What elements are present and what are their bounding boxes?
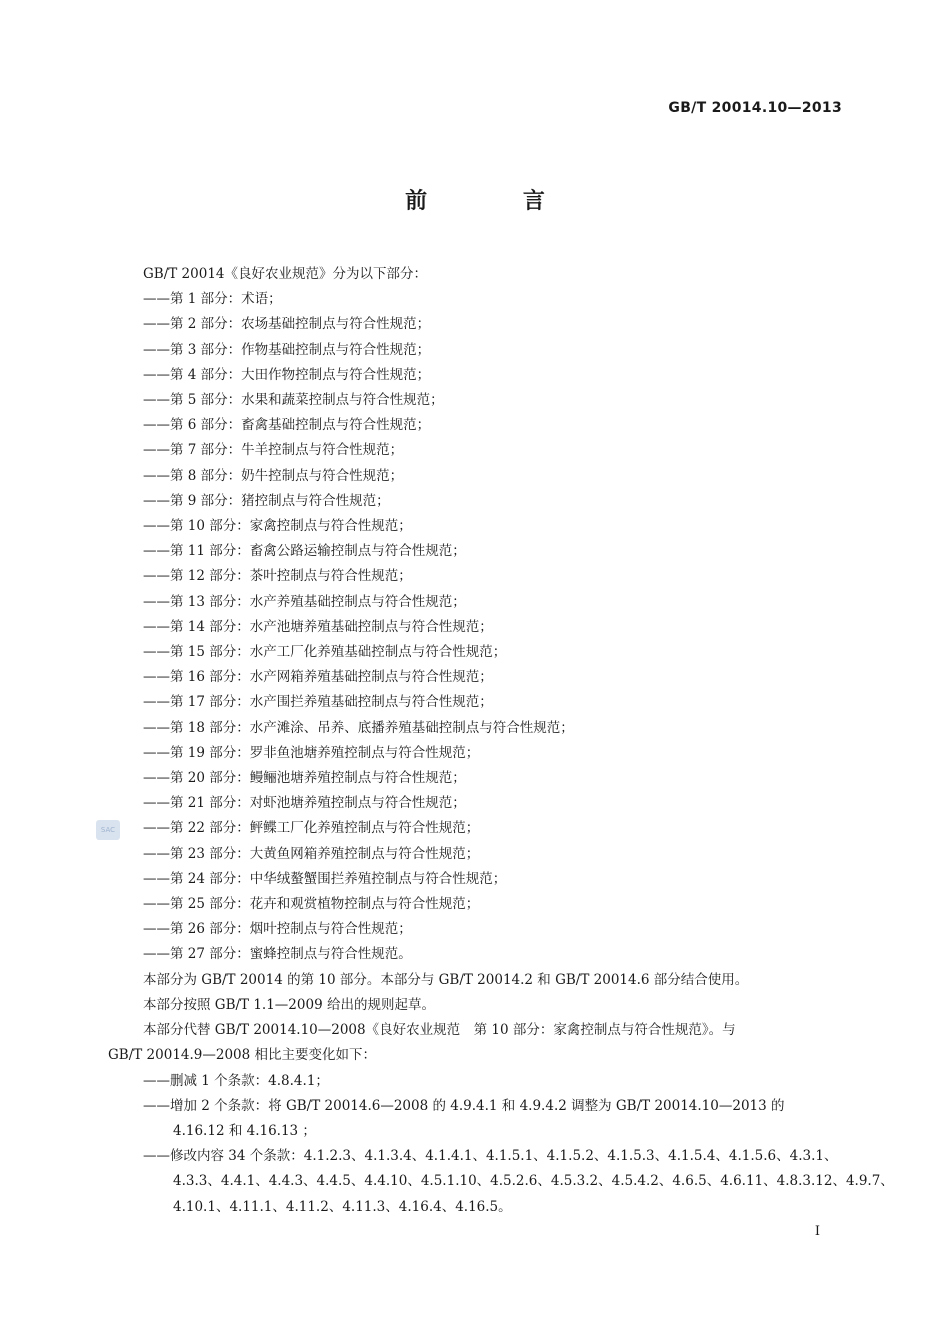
part-list-item: ——第 22 部分：鲆鲽工厂化养殖控制点与符合性规范； [143, 820, 480, 837]
change-item-modified-line2: 4.3.3、4.4.1、4.4.3、4.4.5、4.4.10、4.5.1.10、4.5.2.6、4.5.3.2、4.5.4.2、4.6.5、4.6.11、4.8.3.12、4.9.7、 [173, 1173, 894, 1190]
part-list-item: ——第 15 部分：水产工厂化养殖基础控制点与符合性规范； [143, 644, 507, 661]
part-list-item: ——第 17 部分：水产围拦养殖基础控制点与符合性规范； [143, 694, 493, 711]
page-title: 前 言 [405, 189, 589, 214]
part-list-item: ——第 27 部分：蜜蜂控制点与符合性规范。 [143, 946, 412, 963]
change-item-deleted: ——删减 1 个条款：4.8.4.1； [143, 1072, 329, 1089]
parts-list [108, 287, 848, 967]
change-item-added-line1: ——增加 2 个条款：将 GB/T 20014.6—2008 的 4.9.4.1 和 4.9.4.2 调整为 GB/T 20014.10—2013 的 [143, 1097, 785, 1114]
part-list-item: ——第 11 部分：畜禽公路运输控制点与符合性规范； [143, 543, 466, 560]
part-list-item: ——第 26 部分：烟叶控制点与符合性规范； [143, 921, 412, 938]
part-list-item: ——第 5 部分：水果和蔬菜控制点与符合性规范； [143, 392, 444, 409]
part-list-item: ——第 4 部分：大田作物控制点与符合性规范； [143, 366, 431, 383]
replacement-paragraph-line1: 本部分代替 GB/T 20014.10—2008《良好农业规范 第 10 部分：家禽控制点与符合性规范》。与 [143, 1022, 736, 1039]
part-list-item: ——第 16 部分：水产网箱养殖基础控制点与符合性规范； [143, 669, 493, 686]
part-list-item: ——第 1 部分：术语； [143, 291, 282, 308]
part-list-item: ——第 23 部分：大黄鱼网箱养殖控制点与符合性规范； [143, 845, 480, 862]
page-number: I [814, 1224, 820, 1239]
part-list-item: ——第 9 部分：猪控制点与符合性规范； [143, 492, 390, 509]
replacement-paragraph-line2: GB/T 20014.9—2008 相比主要变化如下： [108, 1047, 377, 1064]
usage-paragraph: 本部分为 GB/T 20014 的第 10 部分。本部分与 GB/T 20014.2 和 GB/T 20014.6 部分结合使用。 [143, 971, 749, 988]
document-number: GB/T 20014.10—2013 [668, 100, 842, 116]
part-list-item: ——第 20 部分：鳗鲡池塘养殖控制点与符合性规范； [143, 770, 466, 787]
part-list-item: ——第 24 部分：中华绒螯蟹围拦养殖控制点与符合性规范； [143, 870, 507, 887]
drafting-rules-paragraph: 本部分按照 GB/T 1.1—2009 给出的规则起草。 [143, 996, 435, 1013]
part-list-item: ——第 7 部分：牛羊控制点与符合性规范； [143, 442, 404, 459]
part-list-item: ——第 10 部分：家禽控制点与符合性规范； [143, 518, 412, 535]
part-list-item: ——第 21 部分：对虾池塘养殖控制点与符合性规范； [143, 795, 466, 812]
part-list-item: ——第 6 部分：畜禽基础控制点与符合性规范； [143, 417, 431, 434]
part-list-item: ——第 8 部分：奶牛控制点与符合性规范； [143, 467, 404, 484]
part-list-item: ——第 18 部分：水产滩涂、吊养、底播养殖基础控制点与符合性规范； [143, 719, 574, 736]
watermark-text: SAC [100, 826, 116, 834]
foreword-body [108, 262, 894, 1220]
change-item-modified-line3: 4.10.1、4.11.1、4.11.2、4.11.3、4.16.4、4.16.5。 [173, 1198, 512, 1215]
intro-paragraph: GB/T 20014《良好农业规范》分为以下部分： [143, 266, 427, 282]
part-list-item: ——第 3 部分：作物基础控制点与符合性规范； [143, 341, 431, 358]
change-item-added-line2: 4.16.12 和 4.16.13 ； [173, 1122, 316, 1139]
part-list-item: ——第 2 部分：农场基础控制点与符合性规范； [143, 316, 431, 333]
part-list-item: ——第 12 部分：茶叶控制点与符合性规范； [143, 568, 412, 585]
part-list-item: ——第 25 部分：花卉和观赏植物控制点与符合性规范； [143, 896, 480, 913]
part-list-item: ——第 14 部分：水产池塘养殖基础控制点与符合性规范； [143, 618, 493, 635]
change-item-modified-line1: ——修改内容 34 个条款：4.1.2.3、4.1.3.4、4.1.4.1、4.1.5.1、4.1.5.2、4.1.5.3、4.1.5.4、4.1.5.6、4.3.1、 [143, 1148, 838, 1165]
part-list-item: ——第 19 部分：罗非鱼池塘养殖控制点与符合性规范； [143, 744, 480, 761]
part-list-item: ——第 13 部分：水产养殖基础控制点与符合性规范； [143, 593, 466, 610]
